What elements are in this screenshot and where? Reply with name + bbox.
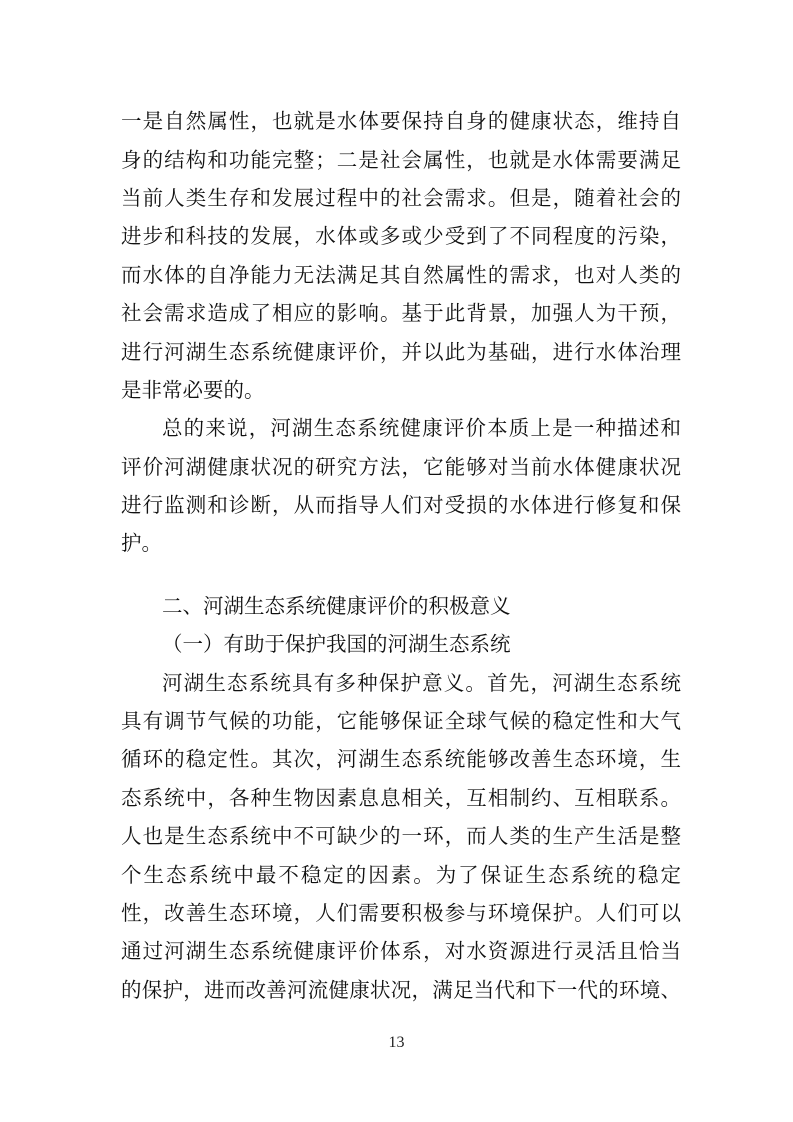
- paragraph-3-line-2: 具有调节气候的功能，它能够保证全球气候的稳定性和大气: [121, 709, 681, 733]
- paragraph-2-line-4: 护。: [121, 531, 162, 555]
- paragraph-2-line-3: 进行监测和诊断，从而指导人们对受损的水体进行修复和保: [121, 493, 681, 517]
- paragraph-1-line-5: 而水体的自净能力无法满足其自然属性的需求，也对人类的: [121, 263, 681, 287]
- paragraph-1-line-8: 是非常必要的。: [121, 378, 265, 402]
- paragraph-3-line-7: 性，改善生态环境，人们需要积极参与环境保护。人们可以: [121, 901, 681, 925]
- paragraph-3-line-6: 个生态系统中最不稳定的因素。为了保证生态系统的稳定: [121, 863, 681, 887]
- section-heading: 二、河湖生态系统健康评价的积极意义: [162, 594, 511, 618]
- paragraph-1-line-4: 进步和科技的发展，水体或多或少受到了不同程度的污染，: [121, 224, 681, 248]
- paragraph-3-line-4: 态系统中，各种生物因素息息相关，互相制约、互相联系。: [121, 786, 681, 810]
- paragraph-1-line-1: 一是自然属性，也就是水体要保持自身的健康状态，维持自: [121, 109, 681, 133]
- paragraph-3-line-1: 河湖生态系统具有多种保护意义。首先，河湖生态系统: [162, 671, 681, 695]
- paragraph-1-line-3: 当前人类生存和发展过程中的社会需求。但是，随着社会的: [121, 186, 681, 210]
- paragraph-3-line-3: 循环的稳定性。其次，河湖生态系统能够改善生态环境，生: [121, 747, 681, 771]
- paragraph-3-line-9: 的保护，进而改善河流健康状况，满足当代和下一代的环境、: [121, 978, 681, 1002]
- paragraph-2-line-1: 总的来说，河湖生态系统健康评价本质上是一种描述和: [162, 416, 681, 440]
- paragraph-1-line-6: 社会需求造成了相应的影响。基于此背景，加强人为干预，: [121, 301, 681, 325]
- paragraph-3-line-5: 人也是生态系统中不可缺少的一环，而人类的生产生活是整: [121, 824, 681, 848]
- paragraph-1-line-2: 身的结构和功能完整；二是社会属性，也就是水体需要满足: [121, 148, 681, 172]
- subsection-heading: （一）有助于保护我国的河湖生态系统: [162, 632, 511, 656]
- paragraph-1-line-7: 进行河湖生态系统健康评价，并以此为基础，进行水体治理: [121, 340, 681, 364]
- paragraph-3-line-8: 通过河湖生态系统健康评价体系，对水资源进行灵活且恰当: [121, 939, 681, 963]
- page-number: 13: [388, 1034, 405, 1051]
- paragraph-2-line-2: 评价河湖健康状况的研究方法，它能够对当前水体健康状况: [121, 455, 681, 479]
